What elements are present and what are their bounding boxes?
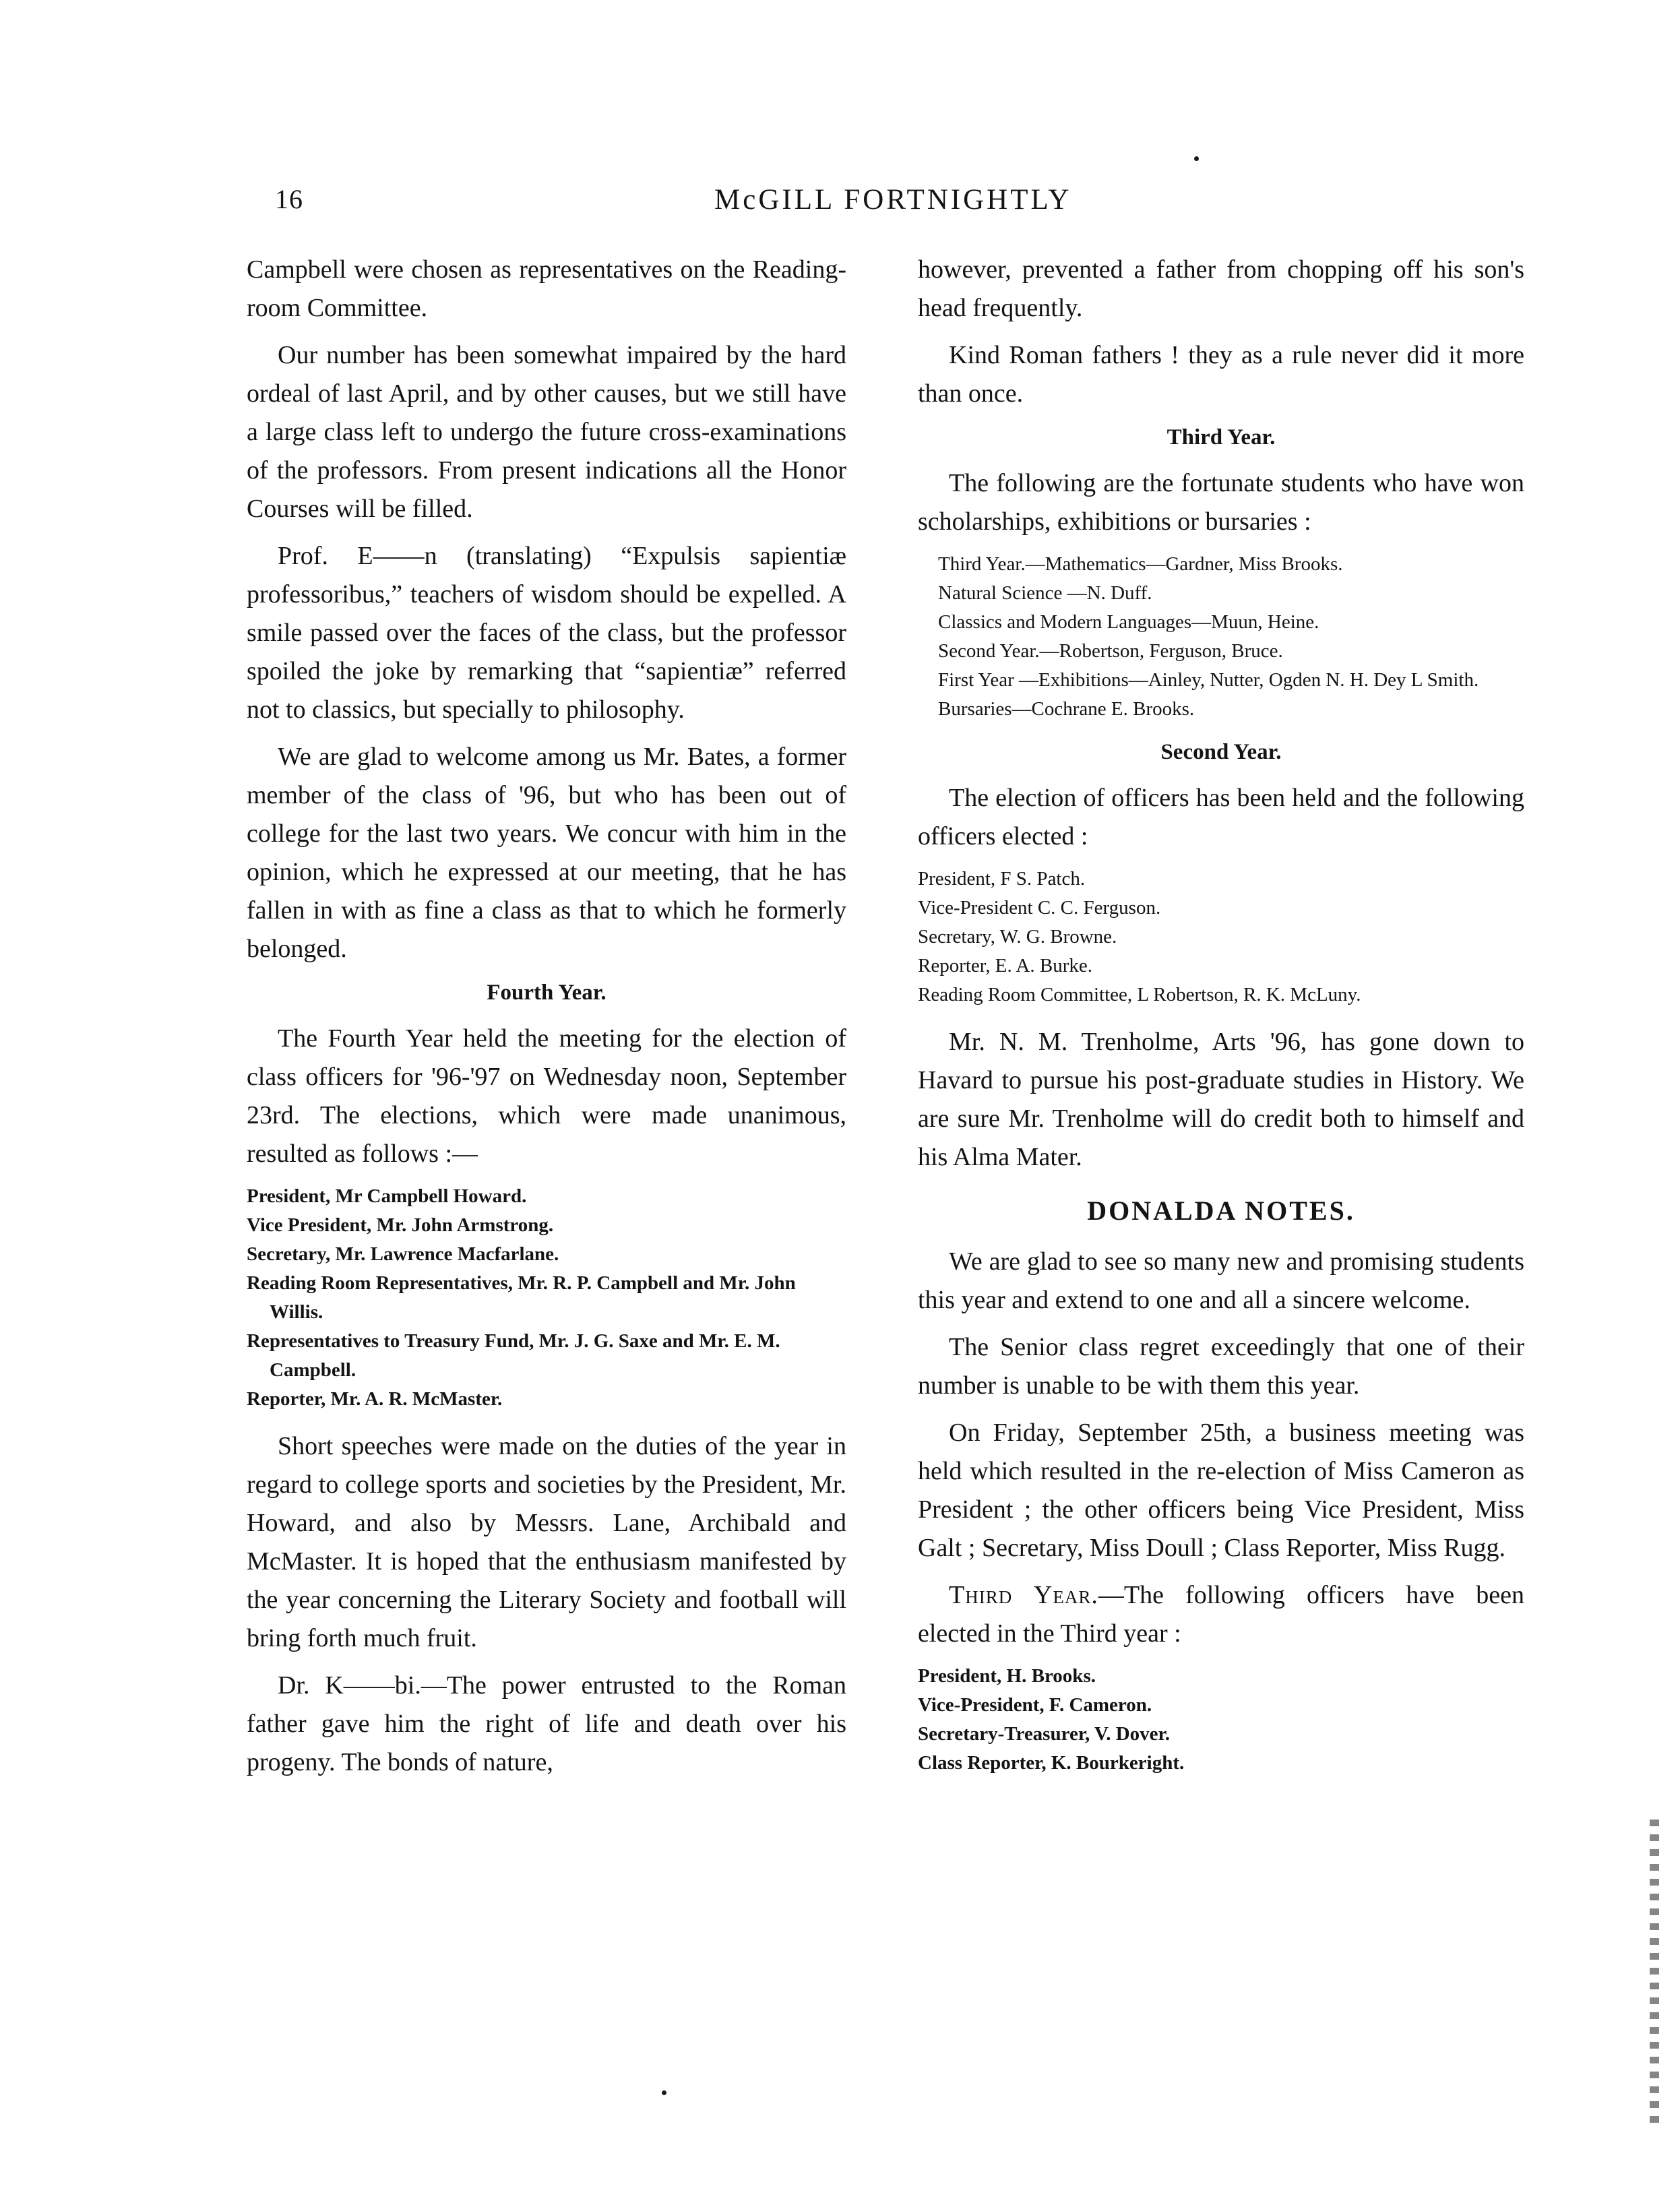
right-paragraph-5: Mr. N. M. Trenholme, Arts '96, has gone down to Havard to pursue his post-graduate studies in History. We are sure Mr. Trenholme will do credit both to himself and his Alma Mater. bbox=[918, 1028, 1524, 1171]
left-paragraph-5: The Fourth Year held the meeting for the election of class officers for '96-'97 on Wednesday noon, September 23rd. The elections, which were made unanimous, resulted as follows :— bbox=[247, 1024, 846, 1168]
left-paragraph-7: Dr. K——bi.—The power entrusted to the Roman father gave him the right of life and death over his progeny. The bonds of nature, bbox=[247, 1671, 846, 1776]
officer-item: Class Reporter, K. Bourkeright. bbox=[918, 1752, 1185, 1774]
donalda-notes-heading: DONALDA NOTES. bbox=[1087, 1195, 1355, 1226]
second-year-officers-list bbox=[918, 865, 1524, 1009]
right-paragraph-3: The following are the fortunate students who have won scholarships, exhibitions or bursaries : bbox=[918, 469, 1524, 536]
scholarship-item: Classics and Modern Languages—Muun, Heine. bbox=[938, 611, 1319, 633]
officer-item: Vice President, Mr. John Armstrong. bbox=[247, 1214, 554, 1236]
officer-item: Secretary-Treasurer, V. Dover. bbox=[918, 1723, 1170, 1745]
right-paragraph-9 bbox=[918, 1576, 1524, 1653]
right-paragraph-7: The Senior class regret exceedingly that one of their number is unable to be with them this year. bbox=[918, 1333, 1524, 1400]
left-paragraph-1: Campbell were chosen as representatives on the Reading-room Committee. bbox=[247, 255, 846, 322]
officer-item: Reporter, E. A. Burke. bbox=[918, 955, 1092, 976]
second-year-heading: Second Year. bbox=[1160, 740, 1282, 764]
officer-item: Secretary, W. G. Browne. bbox=[918, 926, 1117, 947]
right-paragraph-4: The election of officers has been held and the following officers elected : bbox=[918, 784, 1524, 850]
officer-item: Representatives to Treasury Fund, Mr. J. G. Saxe and Mr. E. M. Campbell. bbox=[247, 1330, 780, 1381]
scholarship-item: First Year —Exhibitions—Ainley, Nutter, Ogden N. H. Dey L Smith. bbox=[938, 669, 1479, 691]
scholarship-item: Second Year.—Robertson, Ferguson, Bruce. bbox=[938, 640, 1283, 662]
right-paragraph-2: Kind Roman fathers ! they as a rule never did it more than once. bbox=[918, 341, 1524, 408]
officer-item: President, Mr Campbell Howard. bbox=[247, 1185, 527, 1207]
officer-item: Reading Room Committee, L Robertson, R. K. McLuny. bbox=[918, 984, 1361, 1005]
third-year-lead: Third Year. bbox=[949, 1581, 1098, 1609]
scholarship-item: Natural Science —N. Duff. bbox=[938, 582, 1152, 604]
officer-item: Vice-President C. C. Ferguson. bbox=[918, 897, 1161, 919]
third-year-officers-list bbox=[918, 1662, 1524, 1778]
right-paragraph-1: however, prevented a father from chopping off his son's head frequently. bbox=[918, 255, 1524, 322]
fourth-year-heading: Fourth Year. bbox=[487, 981, 606, 1005]
left-paragraph-2: Our number has been somewhat impaired by the hard ordeal of last April, and by other causes, but we still have a large class left to undergo the future cross-examinations of the professors. From present indications all the Honor Courses will be filled. bbox=[247, 341, 846, 523]
left-paragraph-6: Short speeches were made on the duties of the year in regard to college sports and societies by the President, Mr. Howard, and also by Messrs. Lane, Archibald and McMaster. It is hoped that the enthusiasm manifested by the year concerning the Literary Society and football will bring forth much fruit. bbox=[247, 1432, 846, 1652]
scholarship-item: Third Year.—Mathematics—Gardner, Miss Brooks. bbox=[938, 553, 1343, 575]
officer-item: President, H. Brooks. bbox=[918, 1665, 1096, 1687]
print-speck-bottom bbox=[662, 2090, 666, 2095]
third-year-rest: —The following officers have been elected in the Third year : bbox=[918, 1581, 1524, 1648]
print-speck-top bbox=[1194, 156, 1199, 161]
officer-item: Secretary, Mr. Lawrence Macfarlane. bbox=[247, 1243, 559, 1265]
scan-edge-marks bbox=[1650, 1820, 1659, 2130]
right-paragraph-6: We are glad to see so many new and promising students this year and extend to one and all a sincere welcome. bbox=[918, 1247, 1524, 1314]
third-year-heading: Third Year. bbox=[1166, 425, 1276, 449]
right-paragraph-8: On Friday, September 25th, a business meeting was held which resulted in the re-election of Miss Cameron as President ; the other officers being Vice President, Miss Galt ; Secretary, Miss Doull ; Class Reporter, Miss Rugg. bbox=[918, 1419, 1524, 1562]
officer-item: Vice-President, F. Cameron. bbox=[918, 1694, 1152, 1716]
right-column bbox=[918, 251, 1524, 1791]
officer-item: Reading Room Representatives, Mr. R. P. Campbell and Mr. John Willis. bbox=[247, 1272, 796, 1323]
scholarship-item: Bursaries—Cochrane E. Brooks. bbox=[938, 698, 1195, 720]
page-number: 16 bbox=[275, 184, 303, 214]
scholarships-list bbox=[918, 550, 1524, 724]
left-paragraph-4: We are glad to welcome among us Mr. Bates, a former member of the class of '96, but who has been out of college for the last two years. We concur with him in the opinion, which he expressed at our meeting, that he has fallen in with as fine a class as that to which he formerly belonged. bbox=[247, 743, 846, 963]
left-paragraph-3: Prof. E——n (translating) “Expulsis sapientiæ professoribus,” teachers of wisdom should be expelled. A smile passed over the faces of the class, but the professor spoiled the joke by remarking that “sapientiæ” referred not to classics, but specially to philosophy. bbox=[247, 542, 846, 724]
left-column bbox=[247, 251, 846, 1791]
officer-item: Reporter, Mr. A. R. McMaster. bbox=[247, 1388, 503, 1410]
officer-item: President, F S. Patch. bbox=[918, 868, 1086, 890]
fourth-year-officers-list bbox=[247, 1182, 846, 1414]
running-title: McGILL FORTNIGHTLY bbox=[714, 184, 1072, 216]
